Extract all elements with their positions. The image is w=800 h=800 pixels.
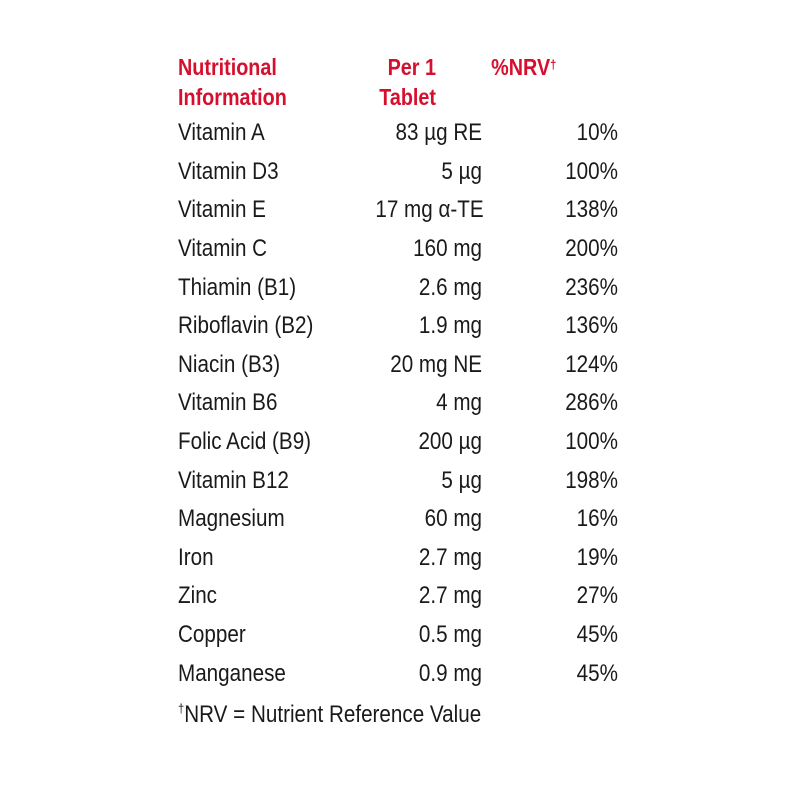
nutrient-name: Vitamin A xyxy=(178,119,265,147)
nutrient-name: Zinc xyxy=(178,582,217,610)
nutrient-amount: 2.7 mg xyxy=(418,543,482,571)
table-row xyxy=(178,384,618,423)
nutrient-amount: 4 mg xyxy=(436,389,482,417)
nutrient-name: Vitamin C xyxy=(178,235,268,263)
nutrient-amount: 0.5 mg xyxy=(418,621,482,649)
table-row xyxy=(178,114,618,153)
table-row xyxy=(178,307,618,346)
nutrient-amount: 17 mg α-TE xyxy=(375,196,484,224)
header-col2-line2: Tablet xyxy=(379,84,436,110)
header-nrv xyxy=(436,52,556,112)
nutrient-nrv: 27% xyxy=(576,582,618,610)
nutrient-amount: 2.6 mg xyxy=(418,273,482,301)
nutrient-nrv: 136% xyxy=(565,312,618,340)
nutrient-nrv: 100% xyxy=(565,157,618,185)
nutrient-nrv: 16% xyxy=(576,505,618,533)
table-row xyxy=(178,153,618,192)
table-row xyxy=(178,577,618,616)
nutrient-name: Manganese xyxy=(178,659,286,687)
table-row xyxy=(178,346,618,385)
nutrient-amount: 200 µg xyxy=(418,428,482,456)
nutrient-amount: 20 mg NE xyxy=(390,350,482,378)
table-row xyxy=(178,539,618,578)
nutrient-nrv: 19% xyxy=(576,543,618,571)
footnote-dagger: † xyxy=(178,700,185,716)
nutrient-nrv: 45% xyxy=(576,659,618,687)
nutrient-name: Magnesium xyxy=(178,505,285,533)
footnote xyxy=(178,701,556,729)
nutrient-name: Vitamin B6 xyxy=(178,389,278,417)
table-row xyxy=(178,500,618,539)
nutrition-panel xyxy=(178,52,618,729)
nutrient-name: Iron xyxy=(178,543,214,571)
nutrient-amount: 60 mg xyxy=(424,505,482,533)
header-col2-line1: Per 1 xyxy=(387,54,436,80)
table-header xyxy=(178,52,618,112)
nutrient-nrv: 124% xyxy=(565,350,618,378)
nutrient-amount: 2.7 mg xyxy=(418,582,482,610)
nutrient-nrv: 10% xyxy=(576,119,618,147)
dagger-mark: † xyxy=(550,57,557,72)
nutrient-name: Vitamin E xyxy=(178,196,266,224)
nutrient-amount: 0.9 mg xyxy=(418,659,482,687)
header-nutritional-information xyxy=(178,52,350,112)
nutrient-amount: 160 mg xyxy=(413,235,482,263)
nutrient-nrv: 45% xyxy=(576,621,618,649)
table-row xyxy=(178,268,618,307)
nutrient-name: Copper xyxy=(178,621,246,649)
table-row xyxy=(178,423,618,462)
table-row xyxy=(178,230,618,269)
table-row xyxy=(178,191,618,230)
nutrient-name: Niacin (B3) xyxy=(178,350,281,378)
nutrient-name: Folic Acid (B9) xyxy=(178,428,312,456)
header-col1-line2: Information xyxy=(178,84,287,110)
nutrient-nrv: 286% xyxy=(565,389,618,417)
header-per-tablet xyxy=(350,52,436,112)
nutrient-rows xyxy=(178,114,618,693)
nutrient-nrv: 236% xyxy=(565,273,618,301)
header-col1-line1: Nutritional xyxy=(178,54,277,80)
nutrient-amount: 5 µg xyxy=(441,466,482,494)
nutrient-name: Thiamin (B1) xyxy=(178,273,297,301)
nutrient-nrv: 198% xyxy=(565,466,618,494)
nutrient-name: Riboflavin (B2) xyxy=(178,312,314,340)
nutrient-nrv: 100% xyxy=(565,428,618,456)
nutrient-amount: 5 µg xyxy=(441,157,482,185)
table-row xyxy=(178,616,618,655)
header-nrv-label: %NRV xyxy=(491,54,551,80)
nutrient-name: Vitamin B12 xyxy=(178,466,289,494)
footnote-text: NRV = Nutrient Reference Value xyxy=(184,700,482,728)
nutrient-nrv: 200% xyxy=(565,235,618,263)
nutrient-nrv: 138% xyxy=(565,196,618,224)
nutrient-amount: 1.9 mg xyxy=(418,312,482,340)
table-row xyxy=(178,461,618,500)
nutrient-amount: 83 µg RE xyxy=(395,119,482,147)
nutrient-name: Vitamin D3 xyxy=(178,157,279,185)
table-row xyxy=(178,654,618,693)
